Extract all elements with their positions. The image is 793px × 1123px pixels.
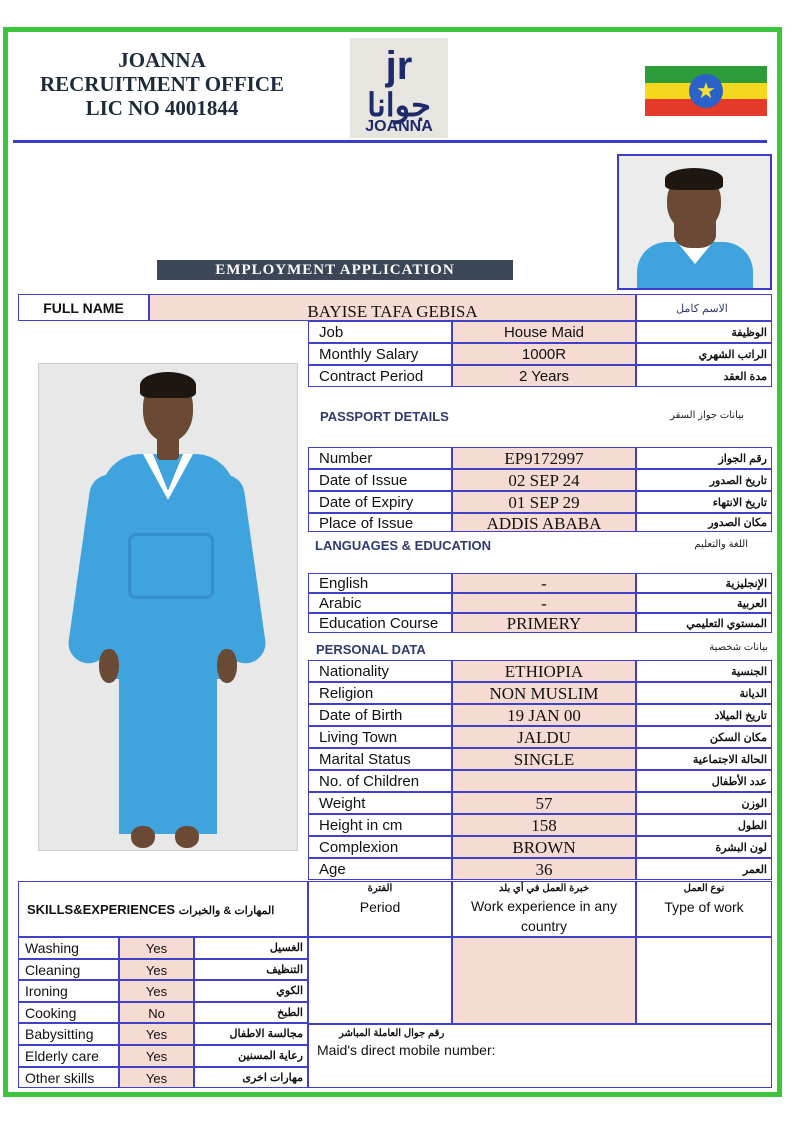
personal-row-value: 158	[452, 814, 636, 836]
skill-row-label-ar: مجالسة الاطفال	[194, 1023, 308, 1045]
job-row-label-ar: الوظيفة	[636, 321, 772, 343]
work-experience-header-en: Work experience in any country	[470, 898, 618, 934]
skill-row-value: Yes	[119, 937, 194, 959]
skill-row-value: Yes	[119, 1067, 194, 1089]
personal-row-label-ar: العمر	[636, 858, 772, 880]
personal-row-value: 36	[452, 858, 636, 880]
personal-row-label-ar: الطول	[636, 814, 772, 836]
type-of-work-cell	[636, 937, 772, 1024]
full-name-label: FULL NAME	[18, 294, 149, 321]
skill-row-label: Elderly care	[18, 1045, 119, 1067]
personal-row-value: 57	[452, 792, 636, 814]
mobile-label: Maid's direct mobile number:	[317, 1042, 496, 1058]
personal-row-label-ar: عدد الأطفال	[636, 770, 772, 792]
skill-row-value: Yes	[119, 1023, 194, 1045]
passport-row-value: 01 SEP 29	[452, 491, 636, 513]
job-row-label: Contract Period	[308, 365, 452, 387]
personal-row-label: Marital Status	[308, 748, 452, 770]
personal-row-label-ar: الحالة الاجتماعية	[636, 748, 772, 770]
skill-row-label: Cooking	[18, 1002, 119, 1024]
type-of-work-header-ar: نوع العمل	[683, 883, 725, 894]
skill-row-label-ar: الغسيل	[194, 937, 308, 959]
passport-row-label-ar: مكان الصدور	[636, 513, 772, 532]
skills-header	[18, 881, 308, 937]
full-body-photo	[38, 363, 298, 851]
logo-mark: jr	[385, 44, 413, 88]
personal-row-label-ar: الوزن	[636, 792, 772, 814]
job-row-value: 2 Years	[452, 365, 636, 387]
language-row-label: Arabic	[308, 593, 452, 613]
office-line-2: RECRUITMENT OFFICE	[39, 72, 285, 96]
passport-section-title: PASSPORT DETAILS	[320, 409, 449, 424]
personal-row-label: Living Town	[308, 726, 452, 748]
skill-row-label: Babysitting	[18, 1023, 119, 1045]
mobile-number-box	[308, 1024, 772, 1088]
language-row-label: English	[308, 573, 452, 593]
logo-arabic: جوانا	[367, 87, 431, 123]
full-name-label-ar: الاسم كامل	[636, 294, 772, 321]
job-row-label: Job	[308, 321, 452, 343]
office-line-1: JOANNA	[118, 48, 206, 72]
language-row-label-ar: المستوي التعليمي	[636, 613, 772, 633]
job-row-label: Monthly Salary	[308, 343, 452, 365]
personal-row-label-ar: مكان السكن	[636, 726, 772, 748]
personal-row-label: Complexion	[308, 836, 452, 858]
personal-row-label: Religion	[308, 682, 452, 704]
skill-row-label-ar: التنظيف	[194, 959, 308, 981]
office-name	[24, 48, 300, 120]
header-divider	[13, 140, 767, 143]
skills-title-ar: المهارات & والخبرات	[178, 905, 275, 917]
work-experience-cell	[452, 937, 636, 1024]
passport-row-label: Number	[308, 447, 452, 469]
language-row-label: Education Course	[308, 613, 452, 633]
passport-row-label: Place of Issue	[308, 513, 452, 532]
passport-row-label-ar: رقم الجواز	[636, 447, 772, 469]
personal-row-label: Height in cm	[308, 814, 452, 836]
skill-row-label-ar: الكوي	[194, 980, 308, 1002]
personal-row-label-ar: تاريخ الميلاد	[636, 704, 772, 726]
personal-row-value: NON MUSLIM	[452, 682, 636, 704]
logo-english: JOANNA	[365, 118, 433, 135]
skill-row-label-ar: الطبخ	[194, 1002, 308, 1024]
personal-row-value: 19 JAN 00	[452, 704, 636, 726]
skill-row-value: Yes	[119, 980, 194, 1002]
flag-emblem-icon	[689, 74, 723, 108]
mobile-label-ar: رقم جوال العاملة المباشر	[339, 1028, 445, 1039]
language-row-label-ar: الإنجليزية	[636, 573, 772, 593]
office-license: LIC NO 4001844	[85, 96, 239, 120]
language-row-value: -	[452, 573, 636, 593]
personal-section-title: PERSONAL DATA	[316, 642, 426, 657]
passport-row-value: ADDIS ABABA	[452, 513, 636, 532]
work-experience-header-ar: خبرة العمل في أي بلد	[498, 883, 590, 894]
skill-row-label: Ironing	[18, 980, 119, 1002]
personal-row-label: Date of Birth	[308, 704, 452, 726]
language-row-value: PRIMERY	[452, 613, 636, 633]
passport-row-label-ar: تاريخ الانتهاء	[636, 491, 772, 513]
watermark-house-icon	[128, 533, 214, 599]
passport-row-label: Date of Issue	[308, 469, 452, 491]
passport-row-value: EP9172997	[452, 447, 636, 469]
job-row-label-ar: مدة العقد	[636, 365, 772, 387]
skill-row-value: Yes	[119, 1045, 194, 1067]
period-header-en: Period	[359, 899, 401, 915]
personal-row-label: Age	[308, 858, 452, 880]
personal-row-label: No. of Children	[308, 770, 452, 792]
period-header	[308, 881, 452, 937]
language-row-value: -	[452, 593, 636, 613]
languages-section-title: LANGUAGES & EDUCATION	[315, 538, 491, 553]
passport-section-title-ar: بيانات جواز السفر	[670, 410, 744, 421]
languages-section-title-ar: اللغة والتعليم	[694, 539, 748, 550]
skill-row-label-ar: مهارات اخرى	[194, 1067, 308, 1089]
personal-row-value: BROWN	[452, 836, 636, 858]
passport-row-value: 02 SEP 24	[452, 469, 636, 491]
portrait-photo	[617, 154, 772, 290]
personal-section-title-ar: بيانات شخصية	[709, 642, 768, 653]
personal-row-label-ar: الديانة	[636, 682, 772, 704]
work-experience-header	[452, 881, 636, 937]
personal-row-label-ar: لون البشرة	[636, 836, 772, 858]
passport-row-label-ar: تاريخ الصدور	[636, 469, 772, 491]
personal-row-label: Weight	[308, 792, 452, 814]
skill-row-label: Washing	[18, 937, 119, 959]
joanna-logo	[350, 38, 448, 138]
skill-row-label: Cleaning	[18, 959, 119, 981]
skill-row-label-ar: رعاية المسنين	[194, 1045, 308, 1067]
personal-row-value: SINGLE	[452, 748, 636, 770]
personal-row-value: ETHIOPIA	[452, 660, 636, 682]
personal-row-value: JALDU	[452, 726, 636, 748]
period-header-ar: الفترة	[367, 883, 393, 894]
skill-row-label: Other skills	[18, 1067, 119, 1089]
skill-row-value: No	[119, 1002, 194, 1024]
skill-row-value: Yes	[119, 959, 194, 981]
personal-row-label-ar: الجنسية	[636, 660, 772, 682]
job-row-value: House Maid	[452, 321, 636, 343]
skills-title: SKILLS&EXPERIENCES	[27, 902, 176, 917]
type-of-work-header	[636, 881, 772, 937]
type-of-work-header-en: Type of work	[664, 899, 744, 915]
personal-row-value	[452, 770, 636, 792]
job-row-label-ar: الراتب الشهري	[636, 343, 772, 365]
language-row-label-ar: العربية	[636, 593, 772, 613]
ethiopia-flag-icon	[645, 66, 767, 116]
job-row-value: 1000R	[452, 343, 636, 365]
period-cell	[308, 937, 452, 1024]
form-title: EMPLOYMENT APPLICATION	[157, 260, 513, 280]
passport-row-label: Date of Expiry	[308, 491, 452, 513]
personal-row-label: Nationality	[308, 660, 452, 682]
full-name-value: BAYISE TAFA GEBISA	[149, 294, 636, 321]
